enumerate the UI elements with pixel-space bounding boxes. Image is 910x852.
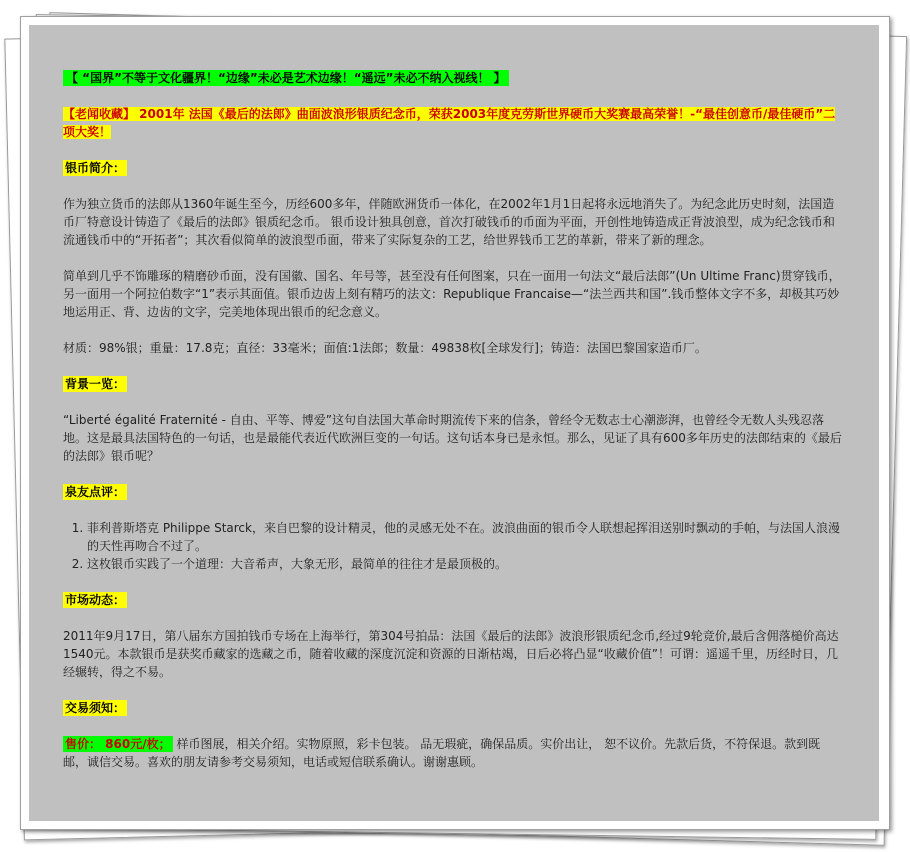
price-label: 售价： 860元/枚； [65, 737, 171, 751]
comments-list [63, 519, 843, 573]
section-title-trade: 交易须知： [65, 701, 126, 715]
trade-terms: 样币图展，相关介绍。实物原照，彩卡包装。 品无瑕疵，确保品质。实价出让， 恕不议价。先款后货，不符保退。款到既邮，诚信交易。喜欢的朋友请参考交易须知，电话或短信联系确认。谢谢惠顾。 [63, 737, 821, 769]
content-panel [29, 25, 879, 821]
background-paragraph: “Liberté égalité Fraternité - 自由、平等、博爱”这句自法国大革命时期流传下来的信条，曾经令无数志士心潮澎湃，也曾经令无数人头残忍落地。这是最具法国特色的一句话，也是最能代表近代欧洲巨变的一句话。这句话本身已是永恒。那么，见证了具有600多年历史的法郎结束的《最后的法郎》银币呢？ [63, 413, 842, 463]
intro-specs: 材质：98%银；重量：17.8克；直径：33毫米；面值:1法郎；数量：49838枚[全球发行]；铸造：法国巴黎国家造币厂。 [63, 341, 707, 355]
photo-frame [20, 16, 890, 830]
section-title-market: 市场动态： [65, 593, 126, 607]
intro-paragraph-2: 简单到几乎不饰雕琢的精磨砂币面，没有国徽、国名、年号等，甚至没有任何图案，只在一面用一句法文“最后法郎”(Un Ultime Franc)贯穿钱币，另一面用一个阿拉伯数字“1”表示其面值。银币边齿上刻有精巧的法文：Republique Francaise—“法兰西共和国”.钱币整体文字不多，却极其巧妙地运用正、背、边齿的文字，完美地体现出银币的纪念意义。 [63, 269, 841, 319]
list-item: 2. 这枚银币实践了一个道理：大音希声，大象无形，最简单的往往才是最顶极的。 [87, 555, 843, 573]
article-body [63, 69, 843, 771]
section-title-background: 背景一览： [65, 377, 126, 391]
section-title-intro: 银币简介： [65, 161, 126, 175]
section-title-comments: 泉友点评： [65, 485, 126, 499]
trade-paragraph [63, 735, 843, 771]
headline: 【老闻收藏】 2001年 法国《最后的法郎》曲面波浪形银质纪念币，荣获2003年度克劳斯世界硬币大奖赛最高荣誉！-“最佳创意币/最佳硬币”二项大奖！ [63, 107, 836, 139]
intro-paragraph-1: 作为独立货币的法郎从1360年诞生至今，历经600多年，伴随欧洲货币一体化，在2002年1月1日起将永远地消失了。为纪念此历史时刻，法国造币厂特意设计铸造了《最后的法郎》银质纪念币。 银币设计独具创意，首次打破钱币的币面为平面，开创性地铸造成正背波浪型，成为纪念钱币和流通钱币中的“开拓者”；其次看似简单的波浪型币面，带来了实际复杂的工艺，给世界钱币工艺的革新，带来了新的理念。 [63, 197, 835, 247]
banner-slogan: 【 “国界”不等于文化疆界！“边缘”未必是艺术边缘！“遥远”未必不纳入视线！ 】 [63, 70, 509, 86]
market-paragraph: 2011年9月17日，第八届东方国拍钱币专场在上海举行，第304号拍品：法国《最后的法郎》波浪形银质纪念币,经过9轮竞价,最后含佣落槌价高达1540元。本款银币是获奖币藏家的选藏之币，随着收藏的深度沉淀和资源的日渐枯竭，日后必将凸显“收藏价值”！可谓：遥遥千里，历经时日，几经辗转，得之不易。 [63, 629, 839, 679]
list-item: 1. 菲利普斯塔克 Philippe Starck，来自巴黎的设计精灵，他的灵感无处不在。波浪曲面的银币令人联想起挥泪送别时飘动的手帕，与法国人浪漫的天性再吻合不过了。 [87, 519, 843, 555]
